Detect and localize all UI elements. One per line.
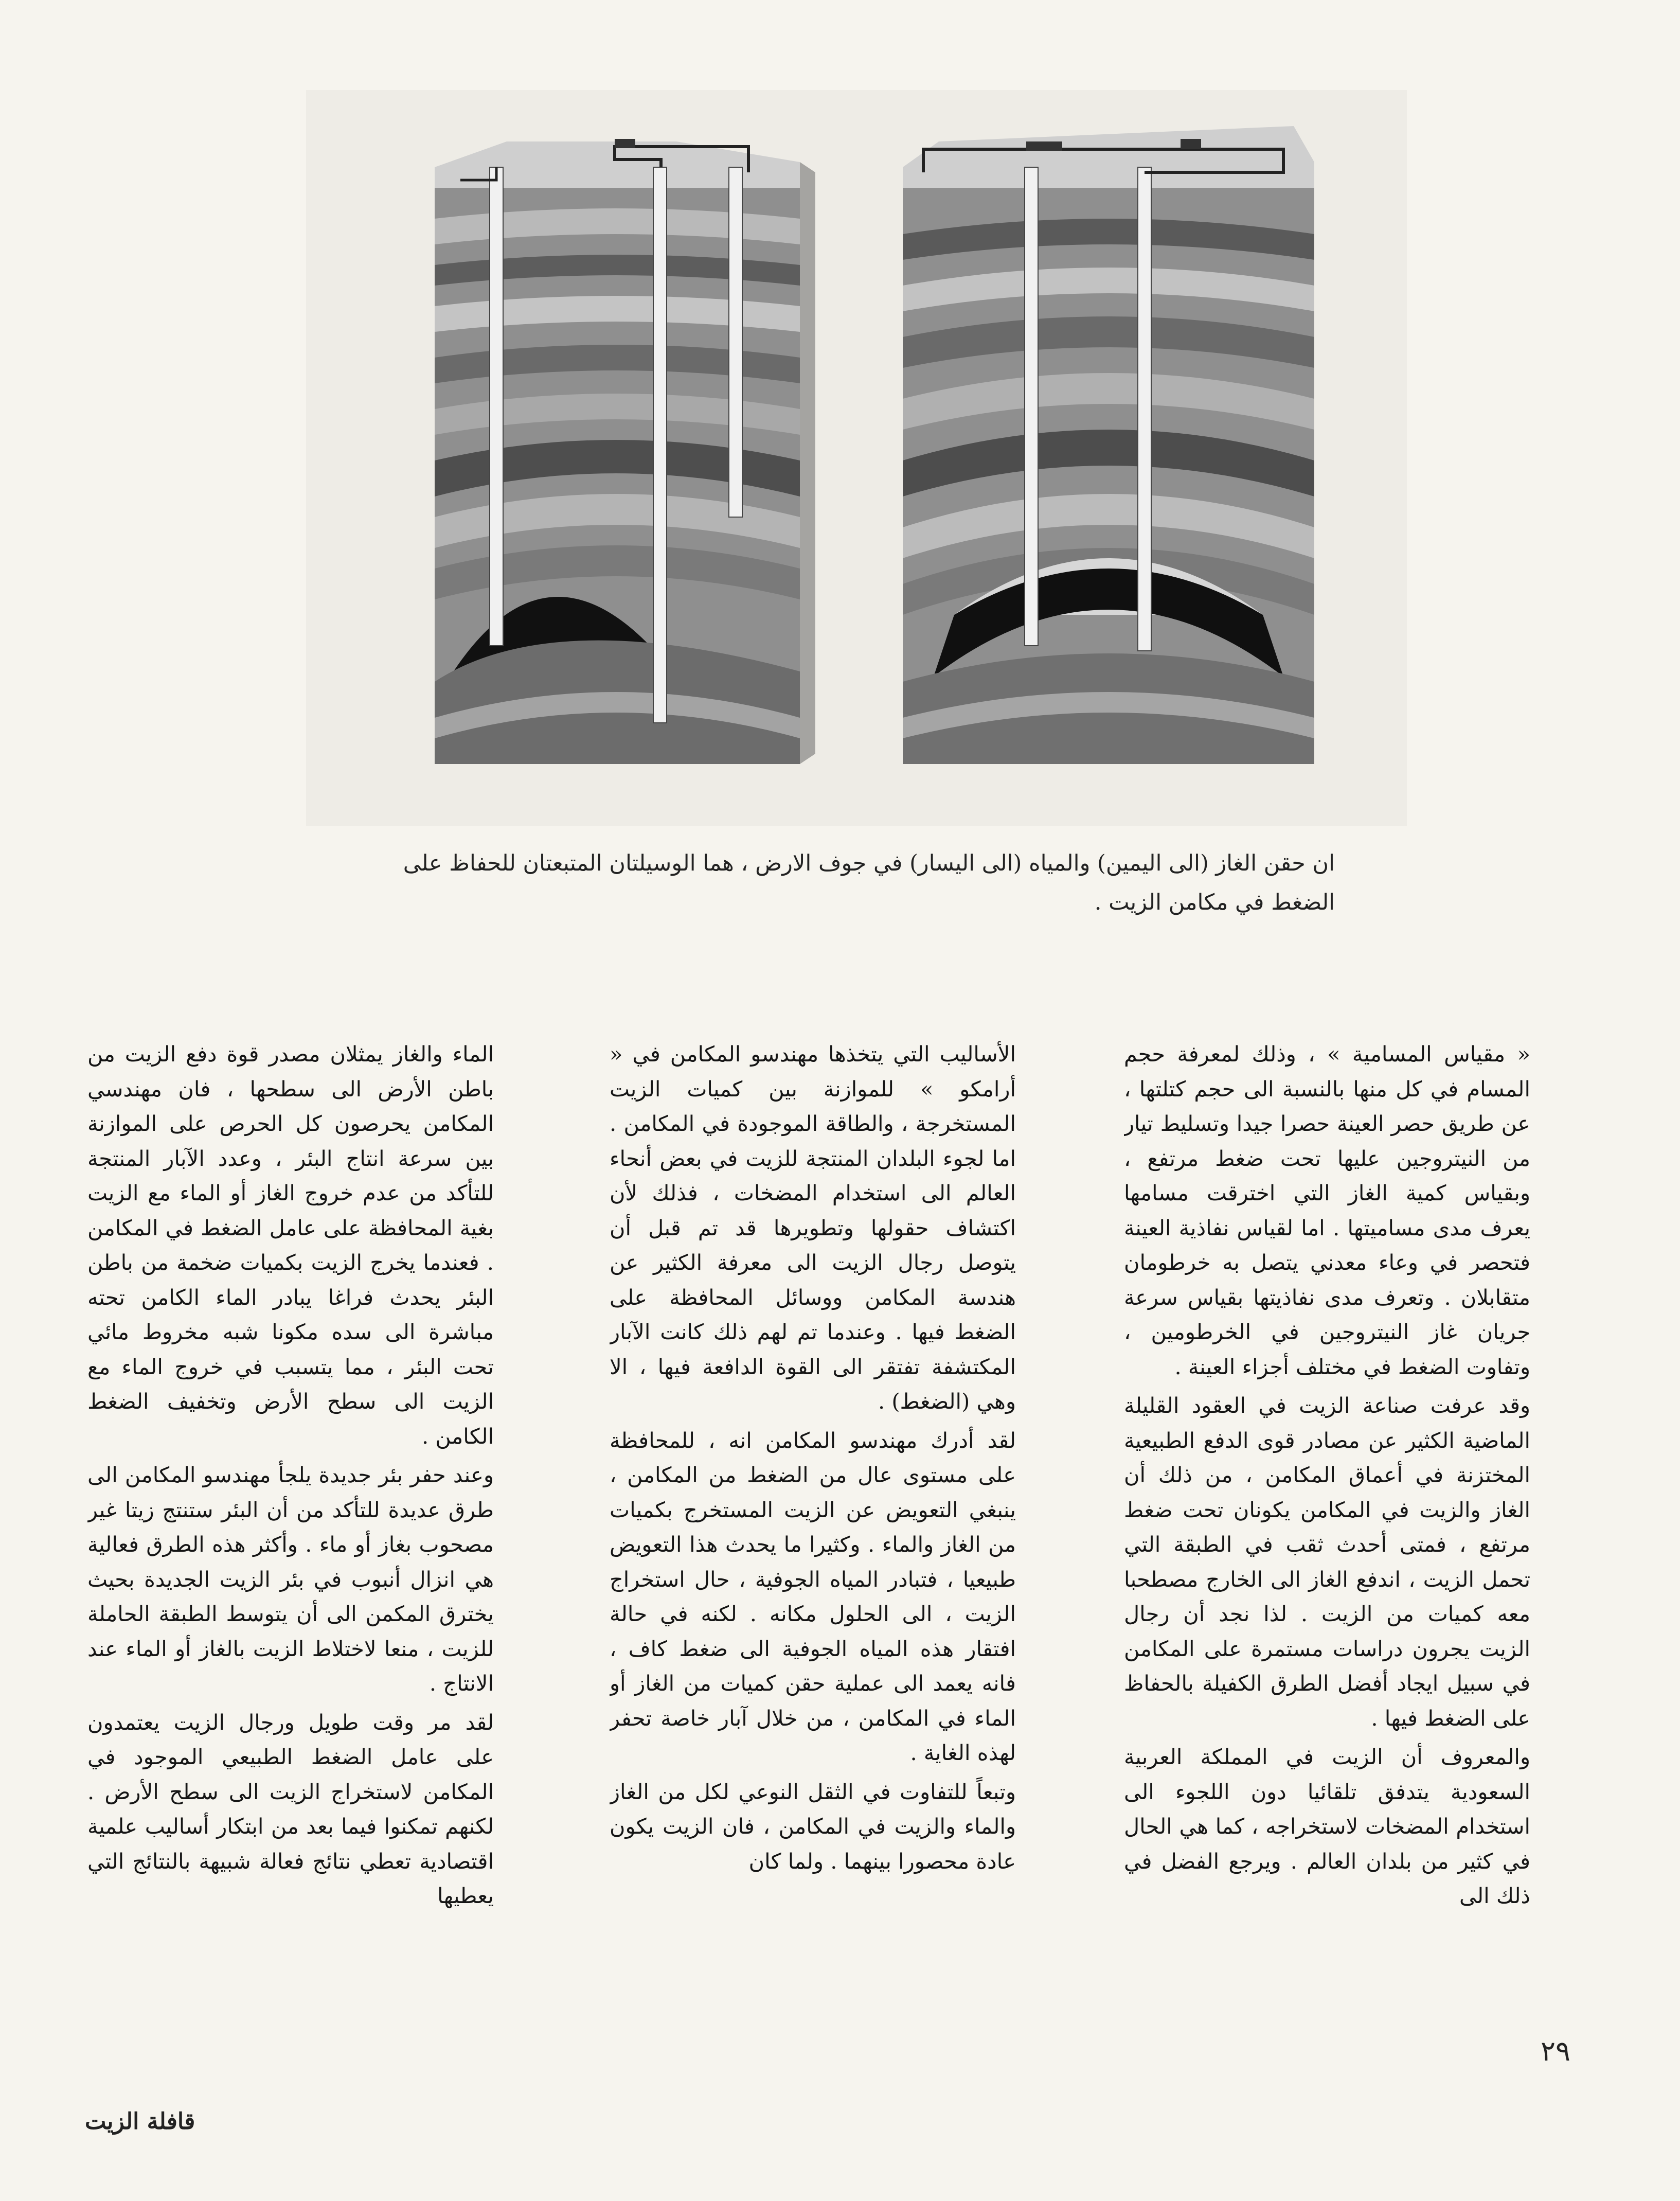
paragraph: لقد مر وقت طويل ورجال الزيت يعتمدون على عامل الضغط الطبيعي الموجود في المكامن لاستخراج الزيت الى سطح الأرض . لكنهم تمكنوا فيما بعد من ابتكار أساليب علمية اقتصادية تعطي نتائج فعالة شبيهة بالنتائج التي يعطيها bbox=[87, 1709, 494, 1908]
magazine-name: قافلة الزيت bbox=[85, 2108, 195, 2135]
text-column-left bbox=[87, 1037, 494, 2014]
paragraph: الماء والغاز يمثلان مصدر قوة دفع الزيت من باطن الأرض الى سطحها ، فان مهندسي المكامن يحرصون كل الحرص على الموازنة بين سرعة انتاج البئر ، وعدد الآبار المنتجة للتأكد من عدم خروج الغاز أو الماء مع الزيت بغية المحافظة على عامل الضغط في المكامن . فعندما يخرج الزيت بكميات ضخمة من باطن البئر يحدث فراغا يبادر الماء الكامن تحته مباشرة الى سده مكونا شبه مخروط مائي تحت البئر ، مما يتسبب في خروج الماء مع الزيت الى سطح الأرض وتخفيف الضغط الكامن . bbox=[87, 1041, 494, 1449]
paragraph: الأساليب التي يتخذها مهندسو المكامن في « أرامكو » للموازنة بين كميات الزيت المستخرجة ، والطاقة الموجودة في المكامن . اما لجوء البلدان المنتجة للزيت في بعض أنحاء العالم الى استخدام المضخات ، فذلك لأن اكتشاف حقولها وتطويرها قد تم قبل أن يتوصل رجال الزيت الى معرفة الكثير عن هندسة المكامن ووسائل المحافظة على الضغط فيها . وعندما تم لهم ذلك كانت الآبار المكتشفة تفتقر الى القوة الدافعة فيها ، الا وهي (الضغط) . bbox=[610, 1041, 1016, 1414]
text-column-right bbox=[1124, 1037, 1530, 2014]
paragraph: وقد عرفت صناعة الزيت في العقود القليلة الماضية الكثير عن مصادر قوى الدفع الطبيعية المختزنة في أعماق المكامن ، من ذلك أن الغاز والزيت في المكامن يكونان تحت ضغط مرتفع ، فمتى أحدث ثقب في الطبقة التي تحمل الزيت ، اندفع الغاز الى الخارج مصطحبا معه كميات من الزيت . لذا نجد أن رجال الزيت يجرون دراسات مستمرة على المكامن في سبيل ايجاد أفضل الطرق الكفيلة بالحفاظ على الضغط فيها . bbox=[1124, 1393, 1530, 1731]
paragraph: وتبعاً للتفاوت في الثقل النوعي لكل من الغاز والماء والزيت في المكامن ، فان الزيت يكون عادة محصورا بينهما . ولما كان bbox=[610, 1779, 1016, 1874]
paragraph: لقد أدرك مهندسو المكامن انه ، للمحافظة على مستوى عال من الضغط من المكامن ، ينبغي التعويض عن الزيت المستخرج بكميات من الغاز والماء . وكثيرا ما يحدث هذا التعويض طبيعيا ، فتبادر المياه الجوفية ، حال استخراج الزيت ، الى الحلول مكانه . لكنه في حالة افتقار هذه المياه الجوفية الى ضغط كاف ، فانه يعمد الى عملية حقن كميات من الغاز أو الماء في المكامن ، من خلال آبار خاصة تحفر لهذه الغاية . bbox=[610, 1427, 1016, 1765]
page-number: ٢٩ bbox=[1541, 2035, 1571, 2067]
geological-cross-sections bbox=[306, 90, 1407, 826]
text-column-middle bbox=[610, 1037, 1016, 2014]
water-injection-block bbox=[435, 139, 815, 764]
paragraph: « مقياس المسامية » ، وذلك لمعرفة حجم المسام في كل منها بالنسبة الى حجم كتلتها ، عن طريق حصر العينة حصرا جيدا وتسليط تيار من النيتروجين عليها تحت ضغط مرتفع ، وبقياس كمية الغاز التي اخترقت مسامها يعرف مدى مساميتها . اما لقياس نفاذية العينة فتحصر في وعاء معدني يتصل به خرطومان متقابلان . وتعرف مدى نفاذيتها بقياس سرعة جريان غاز النيتروجين في الخرطومين ، وتفاوت الضغط في مختلف أجزاء العينة . bbox=[1124, 1041, 1530, 1379]
paragraph: وعند حفر بئر جديدة يلجأ مهندسو المكامن الى طرق عديدة للتأكد من أن البئر ستنتج زيتا غير مصحوب بغاز أو ماء . وأكثر هذه الطرق فعالية هي انزال أنبوب في بئر الزيت الجديدة بحيث يخترق المكمن الى أن يتوسط الطبقة الحاملة للزيت ، منعا لاختلاط الزيت بالغاز أو الماء عند الانتاج . bbox=[87, 1462, 494, 1696]
reservoir-illustration bbox=[306, 90, 1407, 826]
gas-injection-block bbox=[903, 126, 1314, 764]
paragraph: والمعروف أن الزيت في المملكة العربية السعودية يتدفق تلقائيا دون اللجوء الى استخدام المضخات لاستخراجه ، كما هي الحال في كثير من بلدان العالم . ويرجع الفضل في ذلك الى bbox=[1124, 1744, 1530, 1908]
figure-caption: ان حقن الغاز (الى اليمين) والمياه (الى اليسار) في جوف الارض ، هما الوسيلتان المتبعتان للحفاظ على الضغط في مكامن الزيت . bbox=[403, 850, 1335, 915]
